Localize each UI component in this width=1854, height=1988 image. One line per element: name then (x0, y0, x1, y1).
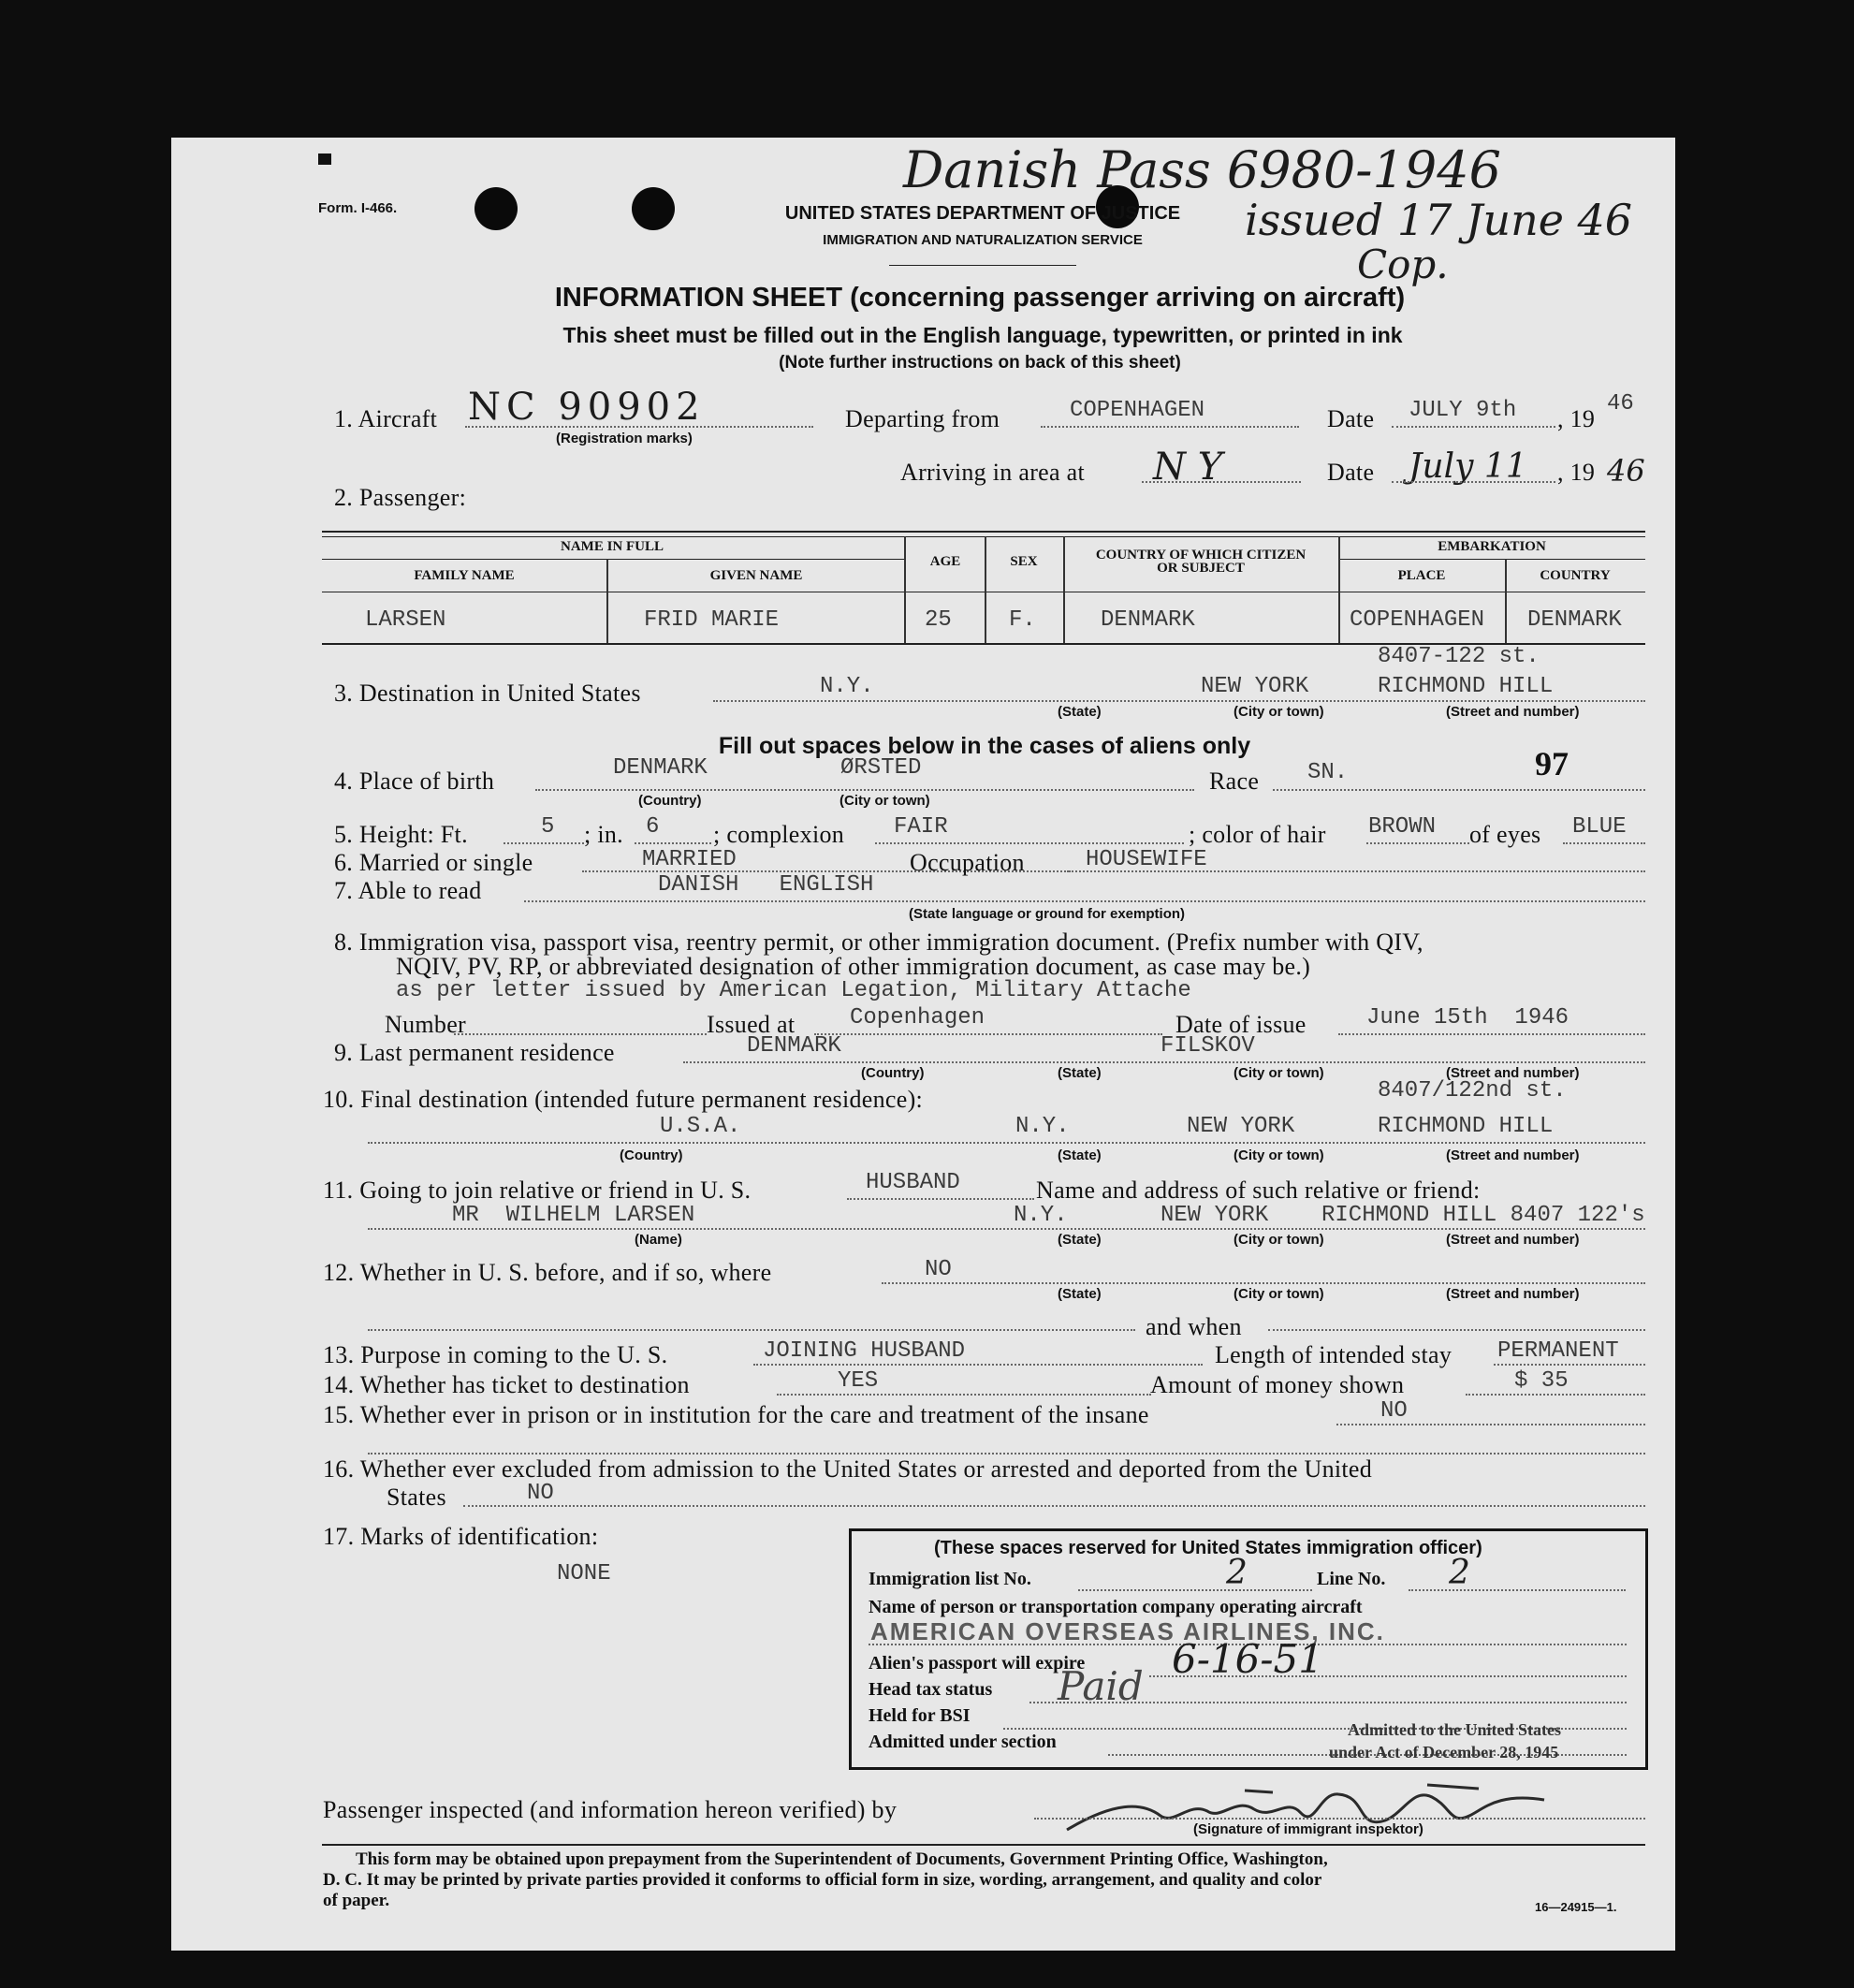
operator-label: Name of person or transportation company operating aircraft (869, 1597, 1363, 1617)
final-destination-label: 10. Final destination (intended future permanent residence): (323, 1086, 924, 1113)
inspector-signature (1058, 1774, 1563, 1849)
form-note: (Note further instructions on back of this sheet) (779, 353, 1181, 373)
prison-line-2 (368, 1453, 1645, 1454)
passenger-given-name: FRID MARIE (644, 607, 780, 633)
table-divider (985, 536, 986, 643)
caption-lr-city: (City or town) (1234, 1065, 1324, 1081)
caption-fd-state: (State) (1058, 1147, 1102, 1163)
ticket-label: 14. Whether has ticket to destination (323, 1371, 690, 1398)
passenger-age: 25 (925, 607, 952, 633)
passenger-family-name: LARSEN (365, 607, 446, 633)
header-age: AGE (929, 554, 961, 569)
complexion-label: ; complexion (713, 821, 845, 848)
prison-line (1336, 1424, 1645, 1425)
language-caption: (State language or ground for exemption) (909, 906, 1186, 922)
head-tax-value: Paid (1058, 1663, 1144, 1709)
doc-issue-date: June 15th 1946 (1366, 1005, 1569, 1031)
header-embarkation: EMBARKATION (1438, 539, 1546, 554)
and-when-label: and when (1146, 1313, 1242, 1340)
relative-city: NEW YORK (1161, 1203, 1269, 1228)
registration-caption: (Registration marks) (556, 431, 693, 446)
birth-line (535, 789, 1194, 791)
final-destination-city: NEW YORK (1187, 1114, 1295, 1139)
occupation-line (1069, 870, 1645, 872)
caption-prev-city: (City or town) (1234, 1286, 1324, 1302)
header-place: PLACE (1397, 568, 1446, 583)
handwritten-issued-note: issued 17 June 46 (1245, 195, 1633, 245)
passport-expire-label: Alien's passport will expire (869, 1653, 1086, 1674)
arrival-date-line (1392, 481, 1555, 483)
destination-line (713, 700, 1645, 702)
join-relative-label: 11. Going to join relative or friend in U. S. (323, 1177, 752, 1204)
embarkation-country: DENMARK (1527, 607, 1622, 633)
table-divider (1063, 536, 1065, 643)
caption-state: (State) (1058, 704, 1102, 720)
line-no-value: 2 (1449, 1554, 1470, 1592)
passenger-label: 2. Passenger: (334, 484, 467, 511)
arriving-line (1142, 481, 1301, 483)
immigration-doc-label-1: 8. Immigration visa, passport visa, reentry permit, or other immigration document. (Prefix number with QIV, (334, 928, 1423, 956)
doc-issued-at: Copenhagen (850, 1005, 985, 1031)
expire-line (1149, 1675, 1627, 1677)
footer-rule (322, 1844, 1645, 1846)
name-address-label: Name and address of such relative or friend: (1036, 1177, 1481, 1204)
arrival-year-prefix: , 19 (1557, 459, 1596, 486)
header-name-in-full: NAME IN FULL (560, 539, 664, 554)
final-destination-street: RICHMOND HILL (1378, 1114, 1554, 1139)
race-value: SN. (1307, 760, 1349, 785)
previous-us-value: NO (925, 1257, 952, 1282)
aircraft-registration: NC 90902 (468, 386, 706, 429)
head-tax-label: Head tax status (869, 1679, 993, 1700)
arrival-year: 46 (1607, 453, 1645, 489)
excluded-line (463, 1505, 1645, 1507)
doc-date-label: Date of issue (1175, 1011, 1307, 1038)
header-country: COUNTRY (1540, 568, 1611, 583)
height-inches: 6 (646, 814, 660, 840)
money-line (1466, 1394, 1645, 1396)
service-name: IMMIGRATION AND NATURALIZATION SERVICE (823, 232, 1143, 248)
doc-date-line (1338, 1033, 1645, 1035)
marital-label: 6. Married or single (334, 849, 533, 876)
bsi-label: Held for BSI (869, 1705, 971, 1726)
last-residence-city: FILSKOV (1161, 1033, 1255, 1059)
final-destination-street-number: 8407/122nd st. (1378, 1078, 1567, 1104)
hair-line (1366, 842, 1469, 844)
destination-label: 3. Destination in United States (334, 680, 641, 707)
caption-prev-state: (State) (1058, 1286, 1102, 1302)
passport-expire-value: 6-16-51 (1172, 1636, 1323, 1682)
caption-rel-city: (City or town) (1234, 1232, 1324, 1248)
table-top-rule (322, 531, 1645, 533)
complexion-line (875, 842, 1184, 844)
last-residence-line (683, 1061, 1645, 1063)
table-top-rule-2 (322, 536, 1645, 537)
read-line (524, 900, 1645, 902)
passenger-sex: F. (1009, 607, 1036, 633)
height-feet-line (504, 842, 584, 844)
handwritten-pass-note: Danish Pass 6980-1946 (903, 140, 1501, 199)
eyes-line (1563, 842, 1645, 844)
admitted-stamp-2: under Act of December 28, 1945 (1329, 1743, 1559, 1761)
doc-issued-label: Issued at (707, 1011, 796, 1038)
money-label: Amount of money shown (1150, 1371, 1405, 1398)
read-label: 7. Able to read (334, 877, 482, 904)
immigration-doc-text: as per letter issued by American Legation, Military Attache (396, 978, 1191, 1003)
header-family-name: FAMILY NAME (414, 568, 515, 583)
purpose-value: JOINING HUSBAND (763, 1338, 966, 1364)
final-destination-state: N.Y. (1015, 1114, 1070, 1139)
purpose-line (753, 1364, 1203, 1366)
caption-rel-name: (Name) (635, 1232, 682, 1248)
header-given-name: GIVEN NAME (709, 568, 803, 583)
read-value: DANISH ENGLISH (658, 872, 874, 898)
doc-number-line (454, 1033, 707, 1035)
line-no-label: Line No. (1317, 1569, 1386, 1589)
admitted-stamp-1: Admitted to the United States (1348, 1720, 1561, 1739)
footer-code: 16—24915—1. (1535, 1900, 1617, 1914)
final-destination-country: U.S.A. (660, 1114, 741, 1139)
arriving-label: Arriving in area at (900, 459, 1086, 486)
punch-hole (474, 187, 518, 230)
table-divider (606, 559, 608, 643)
form-subtitle: This sheet must be filled out in the English language, typewritten, or printed in ink (562, 323, 1403, 347)
relation-line (847, 1198, 1034, 1200)
arrival-date-label: Date (1327, 459, 1375, 486)
passenger-citizenship: DENMARK (1101, 607, 1195, 633)
header-rule (889, 265, 1076, 266)
departure-date: JULY 9th (1409, 398, 1517, 423)
prison-label: 15. Whether ever in prison or in institution for the care and treatment of the insane (323, 1401, 1149, 1428)
head-tax-line (1029, 1702, 1627, 1703)
departure-date-line (1392, 426, 1555, 428)
destination-street: RICHMOND HILL (1378, 674, 1554, 699)
relation-value: HUSBAND (866, 1170, 960, 1195)
caption-rel-state: (State) (1058, 1232, 1102, 1248)
form-title: INFORMATION SHEET (concerning passenger arriving on aircraft) (554, 283, 1406, 313)
aircraft-label: 1. Aircraft (334, 405, 438, 432)
signature-caption: (Signature of immigrant inspektor) (1193, 1821, 1423, 1837)
caption-fd-street: (Street and number) (1446, 1147, 1580, 1163)
previous-us-line-2 (368, 1329, 1135, 1331)
punch-hole (632, 187, 675, 230)
previous-us-label: 12. Whether in U. S. before, and if so, where (323, 1259, 772, 1286)
caption-street: (Street and number) (1446, 704, 1580, 720)
relative-state: N.Y. (1014, 1203, 1068, 1228)
last-residence-country: DENMARK (747, 1033, 841, 1059)
departing-label: Departing from (845, 405, 1000, 432)
arriving-value: N Y (1153, 446, 1223, 489)
aircraft-line (465, 426, 813, 428)
caption-fd-city: (City or town) (1234, 1147, 1324, 1163)
eyes-label: of eyes (1469, 821, 1541, 848)
prison-value: NO (1380, 1398, 1408, 1424)
hair-label: ; color of hair (1189, 821, 1326, 848)
and-when-line (1268, 1329, 1645, 1331)
aliens-only-header: Fill out spaces below in the cases of aliens only (718, 733, 1251, 759)
ticket-line (777, 1394, 1151, 1396)
birth-country: DENMARK (613, 755, 708, 781)
doc-issued-line (814, 1033, 1162, 1035)
embarkation-place: COPENHAGEN (1350, 607, 1485, 633)
destination-street-number: 8407-122 st. (1378, 644, 1540, 669)
doc-number-label: Number (385, 1011, 466, 1038)
table-divider (1338, 536, 1340, 643)
immigration-doc-label-2: NQIV, PV, RP, or abbreviated designation of other immigration document, as case may be.) (396, 953, 1311, 980)
relative-street: RICHMOND HILL 8407 122's (1321, 1203, 1645, 1228)
money-value: $ 35 (1514, 1368, 1569, 1394)
department-name: UNITED STATES DEPARTMENT OF JUSTICE (784, 203, 1181, 224)
inspection-line (1034, 1818, 1645, 1820)
arrival-date: July 11 (1409, 447, 1527, 486)
caption-lr-state: (State) (1058, 1065, 1102, 1081)
identification-value: NONE (557, 1561, 611, 1586)
stay-value: PERMANENT (1497, 1338, 1619, 1364)
table-divider (1505, 559, 1507, 643)
occupation-value: HOUSEWIFE (1086, 847, 1207, 872)
identification-label: 17. Marks of identification: (323, 1523, 599, 1550)
caption-birth-country: (Country) (638, 793, 702, 809)
height-label: 5. Height: Ft. (334, 821, 468, 848)
form-number: Form. I-466. (318, 200, 398, 216)
race-code: 97 (1535, 745, 1569, 782)
purpose-label: 13. Purpose in coming to the U. S. (323, 1341, 668, 1368)
inches-label: ; in. (584, 821, 623, 848)
race-line (1273, 789, 1645, 791)
list-no-line (1078, 1589, 1312, 1591)
last-residence-label: 9. Last permanent residence (334, 1039, 615, 1066)
footer-line-3: of paper. (323, 1891, 390, 1910)
race-label: Race (1209, 767, 1260, 795)
inspection-label: Passenger inspected (and information hereon verified) by (323, 1796, 898, 1823)
stay-line (1494, 1364, 1645, 1366)
immigration-list-label: Immigration list No. (869, 1569, 1031, 1589)
complexion-value: FAIR (894, 814, 948, 840)
departing-line (1041, 426, 1299, 428)
caption-rel-street: (Street and number) (1446, 1232, 1580, 1248)
relative-name: MR WILHELM LARSEN (452, 1203, 695, 1228)
relative-line (368, 1228, 1645, 1230)
departing-value: COPENHAGEN (1070, 398, 1205, 423)
height-feet: 5 (541, 814, 555, 840)
immigration-list-no: 2 (1226, 1554, 1248, 1592)
handwritten-cop-note: Cop. (1357, 241, 1449, 287)
hair-value: BROWN (1368, 814, 1437, 840)
line-no-line (1409, 1589, 1626, 1591)
header-sex: SEX (1010, 554, 1038, 569)
excluded-value: NO (527, 1481, 554, 1506)
excluded-label-2: States (387, 1484, 446, 1511)
ticket-value: YES (838, 1368, 879, 1394)
excluded-label-1: 16. Whether ever excluded from admission to the United States or arrested and deported from the United (323, 1455, 1373, 1483)
caption-city: (City or town) (1234, 704, 1324, 720)
admitted-section-label: Admitted under section (869, 1732, 1057, 1752)
height-inches-line (635, 842, 711, 844)
footer-line-2: D. C. It may be printed by private parties provided it conforms to official form in size, wording, arrangement, and quality and color (323, 1870, 1322, 1890)
caption-lr-street: (Street and number) (1446, 1065, 1580, 1081)
table-divider (904, 536, 906, 643)
year-prefix: , 19 (1557, 405, 1596, 432)
header-country-citizen: COUNTRY OF WHICH CITIZEN OR SUBJECT (1095, 548, 1307, 576)
operator-stamp: AMERICAN OVERSEAS AIRLINES, INC. (870, 1617, 1385, 1645)
name-in-full-underline (322, 559, 904, 560)
destination-city: NEW YORK (1201, 674, 1309, 699)
caption-birth-city: (City or town) (839, 793, 930, 809)
caption-lr-country: (Country) (861, 1065, 925, 1081)
footer-line-1: This form may be obtained upon prepayment from the Superintendent of Documents, Government Printing Office, Washington, (356, 1849, 1328, 1869)
embarkation-underline (1338, 559, 1645, 560)
officer-box-title: (These spaces reserved for United States immigration officer) (934, 1538, 1482, 1558)
birth-city: ØRSTED (840, 755, 922, 781)
eyes-value: BLUE (1572, 814, 1627, 840)
date-label: Date (1327, 405, 1375, 432)
marital-value: MARRIED (642, 847, 737, 872)
caption-prev-street: (Street and number) (1446, 1286, 1580, 1302)
departure-year: 46 (1607, 391, 1634, 417)
final-destination-line (368, 1142, 1645, 1144)
birth-label: 4. Place of birth (334, 767, 495, 795)
stay-label: Length of intended stay (1215, 1341, 1453, 1368)
corner-mark (318, 153, 331, 165)
occupation-label: Occupation (910, 849, 1025, 876)
previous-us-line (882, 1282, 1645, 1284)
destination-state: N.Y. (820, 674, 874, 699)
caption-fd-country: (Country) (620, 1147, 683, 1163)
